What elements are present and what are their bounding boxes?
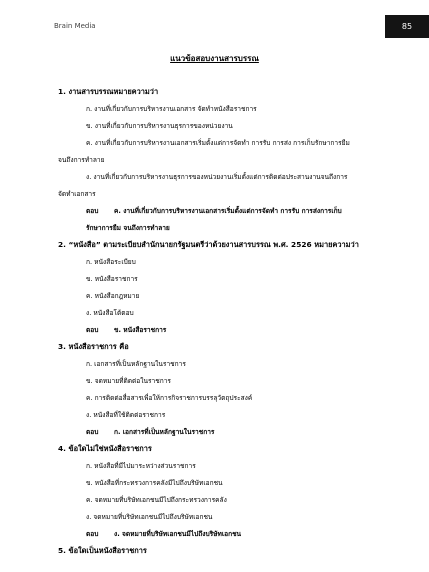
brand-name: Brain Media: [54, 22, 96, 30]
option: ค. การติดต่อสื่อสารเพื่อให้การกิจราชการบรรลุวัตถุประสงค์: [86, 394, 253, 402]
answer: [86, 528, 241, 539]
question-1: 1. งานสารบรรณหมายความว่า: [58, 87, 159, 96]
option: ก. งานที่เกี่ยวกับการบริหารงานเอกสาร จัดทำหนังสือราชการ: [86, 105, 257, 113]
option-continuation: จนถึงการทำลาย: [58, 156, 105, 164]
option: ข. หนังสือที่กระทรวงการคลังมีไปถึงบริษัทเอกชน: [86, 479, 223, 487]
answer-text: ค. งานที่เกี่ยวกับการบริหารงานเอกสารเริ่มตั้งแต่การจัดทำ การรับ การส่งการเก็บ: [114, 207, 342, 215]
answer-label: ตอบ: [86, 530, 99, 538]
option: ข. หนังสือราชการ: [86, 275, 138, 283]
option: ค. งานที่เกี่ยวกับการบริหารงานเอกสารเริ่มตั้งแต่การจัดทำ การรับ การส่ง การเก็บรักษาการยืม: [86, 139, 350, 147]
page-number: 85: [385, 15, 429, 38]
answer-label: ตอบ: [86, 326, 99, 334]
answer-text: ข. หนังสือราชการ: [114, 326, 167, 334]
option: ก. หนังสือระเบียบ: [86, 258, 136, 266]
answer-text: ง. จดหมายที่บริษัทเอกชนมีไปถึงบริษัทเอกชน: [114, 530, 242, 538]
option: ค. จดหมายที่บริษัทเอกชนมีไปถึงกระทรวงการคลัง: [86, 496, 227, 504]
option: ข. งานที่เกี่ยวกับการบริหารงานธุรการของหน่วยงาน: [86, 122, 233, 130]
option: ก. เอกสารที่เป็นหลักฐานในราชการ: [86, 360, 186, 368]
option-continuation: จัดทำเอกสาร: [58, 190, 96, 198]
option: ง. งานที่เกี่ยวกับการบริหารงานธุรการของหน่วยงานเริ่มตั้งแต่การติดต่อประสานงานจนถึงการ: [86, 173, 348, 181]
answer-label: ตอบ: [86, 428, 99, 436]
question-4: 4. ข้อใดไม่ใช่หนังสือราชการ: [58, 444, 152, 453]
answer-continuation: รักษาการยืม จนถึงการทำลาย: [86, 224, 170, 232]
answer: [86, 426, 214, 437]
question-2: 2. “หนังสือ” ตามระเบียบสำนักนายกรัฐมนตรีว่าด้วยงานสารบรรณ พ.ศ. 2526 หมายความว่า: [58, 240, 359, 249]
answer: [86, 205, 342, 216]
option: ง. จดหมายที่บริษัทเอกชนมีไปถึงบริษัทเอกชน: [86, 513, 213, 521]
option: ค. หนังสือกฎหมาย: [86, 292, 140, 300]
option: ข. จดหมายที่ติดต่อในราชการ: [86, 377, 171, 385]
answer-text: ก. เอกสารที่เป็นหลักฐานในราชการ: [114, 428, 215, 436]
option: ก. หนังสือที่มีไปมาระหว่างส่วนราชการ: [86, 462, 196, 470]
page-title: แนวข้อสอบงานสารบรรณ: [170, 54, 259, 63]
question-3: 3. หนังสือราชการ คือ: [58, 342, 129, 351]
answer: [86, 324, 166, 335]
question-5: 5. ข้อใดเป็นหนังสือราชการ: [58, 546, 147, 555]
option: ง. หนังสือที่ใช้ติดต่อราชการ: [86, 411, 166, 419]
answer-label: ตอบ: [86, 207, 99, 215]
option: ง. หนังสือโต้ตอบ: [86, 309, 134, 317]
